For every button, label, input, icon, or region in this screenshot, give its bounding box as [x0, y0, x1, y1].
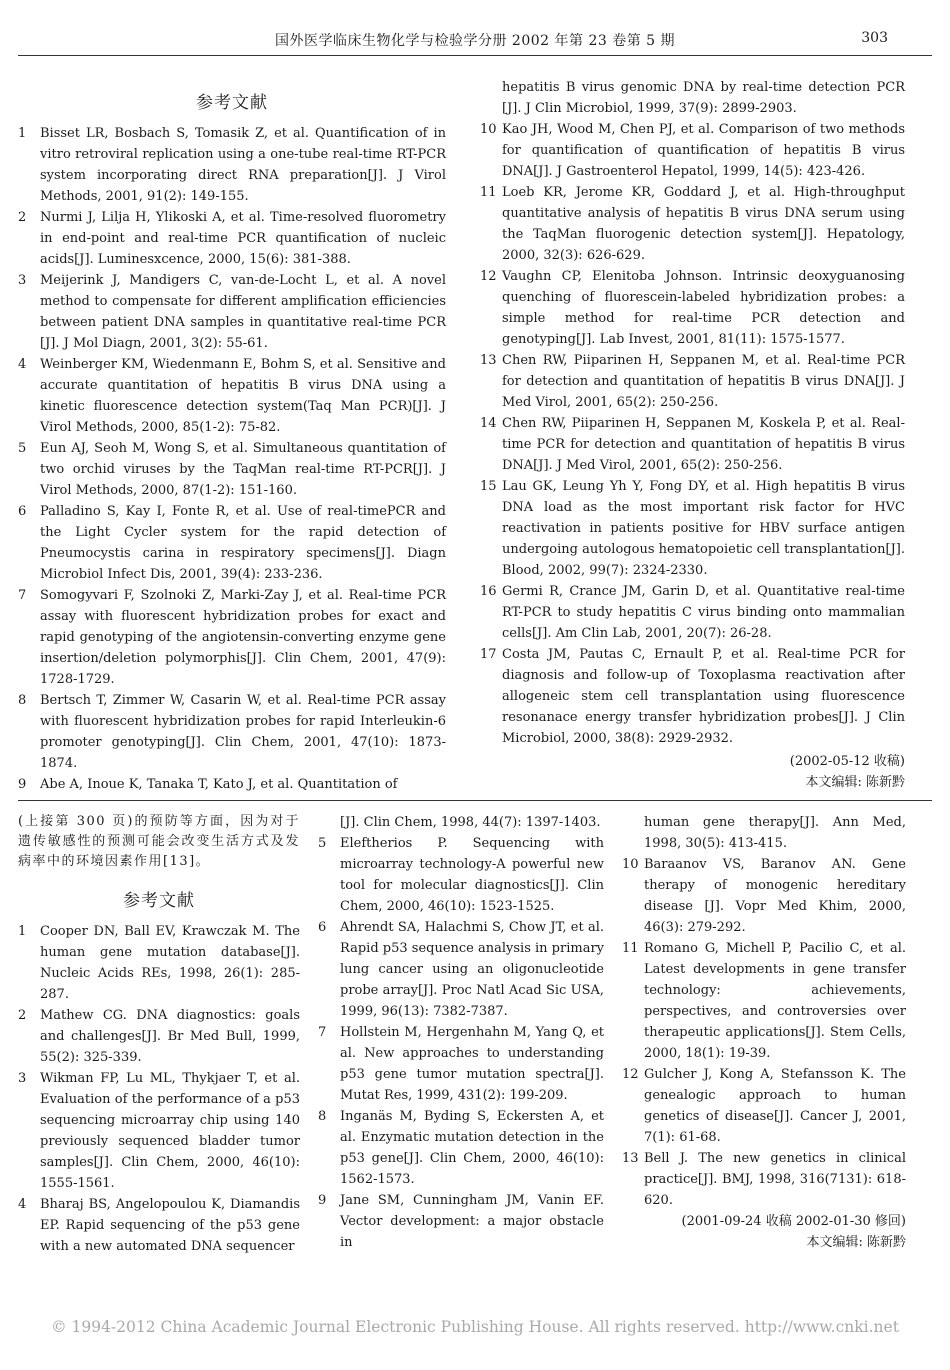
reference-number: 10 — [480, 122, 497, 137]
copyright-footer: © 1994-2012 China Academic Journal Electronic Publishing House. All rights reserved. http://www.cnki.net — [51, 1318, 899, 1336]
reference-number: 15 — [480, 479, 497, 494]
reference-item — [480, 182, 905, 266]
reference-number: 6 — [318, 920, 327, 935]
reference-list — [480, 119, 905, 749]
reference-item — [18, 354, 446, 438]
reference-number: 4 — [18, 1197, 27, 1212]
reference-item — [18, 270, 446, 354]
reference-text: Inganäs M, Byding S, Eckersten A, et al. Enzymatic mutation detection in the p53 gene[J]. Clin Chem, 2000, 46(10): 1562-1573. — [340, 1109, 604, 1187]
reference-number: 13 — [622, 1151, 639, 1166]
reference-item — [480, 476, 905, 581]
reference-continuation — [318, 812, 604, 833]
reference-text: Abe A, Inoue K, Tanaka T, Kato J, et al. Quantitation of — [40, 777, 398, 792]
reference-list — [18, 921, 300, 1257]
received-date: (2001-09-24 收稿 2002-01-30 修回) — [681, 1214, 906, 1229]
reference-number: 7 — [318, 1025, 327, 1040]
bottom-column-2 — [318, 812, 604, 1253]
section-divider — [18, 800, 932, 801]
reference-text: Bharaj BS, Angelopoulou K, Diamandis EP. Rapid sequencing of the p53 gene with a new automated DNA sequencer — [40, 1197, 300, 1254]
reference-number: 16 — [480, 584, 497, 599]
reference-text: human gene therapy[J]. Ann Med, 1998, 30(5): 413-415. — [644, 815, 906, 851]
reference-number: 7 — [18, 588, 27, 603]
reference-number: 1 — [18, 126, 27, 141]
reference-item — [18, 690, 446, 774]
reference-number: 14 — [480, 416, 497, 431]
bottom-column-1 — [18, 812, 300, 1257]
reference-item — [18, 501, 446, 585]
reference-text: Germi R, Crance JM, Garin D, et al. Quantitative real-time RT-PCR to study hepatitis C virus binding onto mammalian cells[J]. Am Clin Lab, 2001, 20(7): 26-28. — [502, 584, 905, 641]
reference-list — [18, 123, 446, 795]
reference-text: Chen RW, Piiparinen H, Seppanen M, et al. Real-time PCR for detection and quantitation of hepatitis B virus DNA[J]. J Med Virol, 2001, 65(2): 250-256. — [502, 353, 905, 410]
reference-text: Cooper DN, Ball EV, Krawczak M. The human gene mutation database[J]. Nucleic Acids REs, 1998, 26(1): 285-287. — [40, 924, 300, 1002]
reference-item — [18, 438, 446, 501]
reference-text: Bisset LR, Bosbach S, Tomasik Z, et al. Quantification of in vitro retroviral replication using a one-tube real-time RT-PCR system incorporating direct RNA preparation[J]. J Virol Methods, 2001, 91(2): 149-155. — [40, 126, 446, 204]
reference-list — [318, 833, 604, 1253]
editor-credit: 本文编辑: 陈新黔 — [805, 775, 905, 790]
reference-text: Mathew CG. DNA diagnostics: goals and challenges[J]. Br Med Bull, 1999, 55(2): 325-339. — [40, 1008, 300, 1065]
references-title: 参考文献 — [196, 93, 268, 113]
reference-text: Palladino S, Kay I, Fonte R, et al. Use of real-timePCR and the Light Cycler system for the rapid detection of Pneumocystis carina in respiratory specimens[J]. Diagn Microbiol Infect Dis, 2001, 39(4): 233-236. — [40, 504, 446, 582]
reference-text: hepatitis B virus genomic DNA by real-time detection PCR [J]. J Clin Microbiol, 1999, 37(9): 2899-2903. — [502, 80, 905, 116]
references-title: 参考文献 — [123, 891, 195, 911]
reference-number: 3 — [18, 1071, 27, 1086]
reference-text: Jane SM, Cunningham JM, Vanin EF. Vector development: a major obstacle in — [340, 1193, 604, 1250]
reference-number: 9 — [318, 1193, 327, 1208]
reference-text: Hollstein M, Hergenhahn M, Yang Q, et al. New approaches to understanding p53 gene tumor mutation spectra[J]. Mutat Res, 1999, 431(2): 199-209. — [340, 1025, 604, 1103]
reference-item — [622, 1064, 906, 1148]
reference-item — [622, 938, 906, 1064]
reference-item — [18, 774, 446, 795]
reference-text: Eleftherios P. Sequencing with microarray technology-A powerful new tool for molecular diagnostics[J]. Clin Chem, 2000, 46(10): 1523-1525. — [340, 836, 604, 914]
received-date: (2002-05-12 收稿) — [789, 754, 905, 769]
reference-continuation — [622, 812, 906, 854]
continued-text: (上接第 300 页)的预防等方面，因为对于遗传敏感性的预测可能会改变生活方式及发病率中的环境因素作用[13]。 — [18, 814, 300, 869]
reference-item — [18, 1005, 300, 1068]
reference-item — [480, 350, 905, 413]
reference-text: Baraanov VS, Baranov AN. Gene therapy of monogenic hereditary disease [J]. Vopr Med Khim, 2000, 46(3): 279-292. — [644, 857, 906, 935]
reference-number: 10 — [622, 857, 639, 872]
reference-continuation — [480, 77, 905, 119]
reference-text: Kao JH, Wood M, Chen PJ, et al. Comparison of two methods for quantification of quantification of hepatitis B virus DNA[J]. J Gastroenterol Hepatol, 1999, 14(5): 423-426. — [502, 122, 905, 179]
reference-item — [480, 119, 905, 182]
reference-text: Chen RW, Piiparinen H, Seppanen M, Koskela P, et al. Real-time PCR for detection and quantitation of hepatitis B virus DNA[J]. J Med Virol, 2001, 65(2): 250-256. — [502, 416, 905, 473]
reference-number: 5 — [18, 441, 27, 456]
reference-number: 17 — [480, 647, 497, 662]
page-header — [0, 30, 950, 56]
reference-item — [480, 413, 905, 476]
editor-credit: 本文编辑: 陈新黔 — [806, 1235, 906, 1250]
reference-number: 4 — [18, 357, 27, 372]
top-right-column — [480, 77, 905, 793]
reference-text: Romano G, Michell P, Pacilio C, et al. Latest developments in gene transfer technology: achievements, perspectives, and controversies over therapeutic applications[J]. Stem Cells, 2000, 18(1): 19-39. — [644, 941, 906, 1061]
reference-item — [18, 585, 446, 690]
reference-item — [318, 1106, 604, 1190]
reference-number: 2 — [18, 210, 27, 225]
reference-text: Costa JM, Pautas C, Ernault P, et al. Real-time PCR for diagnosis and follow-up of Toxoplasma reactivation after allogeneic stem cell transplantation using fluorescence resonanace energy transfer hybridization probes[J]. J Clin Microbiol, 2000, 38(8): 2929-2932. — [502, 647, 905, 746]
reference-item — [622, 1148, 906, 1211]
reference-number: 13 — [480, 353, 497, 368]
reference-number: 1 — [18, 924, 27, 939]
reference-list — [622, 854, 906, 1211]
reference-item — [318, 1022, 604, 1106]
reference-text: [J]. Clin Chem, 1998, 44(7): 1397-1403. — [340, 815, 601, 830]
reference-text: Nurmi J, Lilja H, Ylikoski A, et al. Time-resolved fluorometry in end-point and real-time PCR quantification of nucleic acids[J]. Luminesxcence, 2000, 15(6): 381-388. — [40, 210, 446, 267]
reference-text: Bell J. The new genetics in clinical practice[J]. BMJ, 1998, 316(7131): 618-620. — [644, 1151, 906, 1208]
header-rule — [18, 55, 932, 56]
reference-item — [18, 921, 300, 1005]
reference-number: 8 — [18, 693, 27, 708]
top-left-column — [18, 88, 446, 795]
reference-item — [18, 1068, 300, 1194]
reference-item — [480, 266, 905, 350]
reference-number: 9 — [18, 777, 27, 792]
reference-item — [18, 123, 446, 207]
reference-number: 11 — [622, 941, 639, 956]
journal-title: 国外医学临床生物化学与检验学分册 2002 年第 23 卷第 5 期 — [274, 33, 676, 49]
reference-text: Ahrendt SA, Halachmi S, Chow JT, et al. Rapid p53 sequence analysis in primary lung cancer using an oligonucleotide probe array[J]. Proc Natl Acad Sic USA, 1999, 96(13): 7382-7387. — [340, 920, 604, 1019]
reference-item — [318, 1190, 604, 1253]
reference-number: 3 — [18, 273, 27, 288]
reference-item — [480, 581, 905, 644]
reference-text: Somogyvari F, Szolnoki Z, Marki-Zay J, et al. Real-time PCR assay with fluorescent hybridization probes for exact and rapid genotyping of the angiotensin-converting enzyme gene insertion/deletion polymorphis[J]. Clin Chem, 2001, 47(9): 1728-1729. — [40, 588, 446, 687]
reference-item — [318, 833, 604, 917]
reference-text: Eun AJ, Seoh M, Wong S, et al. Simultaneous quantitation of two orchid viruses by the TaqMan real-time RT-PCR[J]. J Virol Methods, 2000, 87(1-2): 151-160. — [40, 441, 446, 498]
reference-number: 12 — [622, 1067, 639, 1082]
reference-item — [318, 917, 604, 1022]
reference-text: Meijerink J, Mandigers C, van-de-Locht L, et al. A novel method to compensate for different amplification efficiencies between patient DNA samples in quantitative real-time PCR [J]. J Mol Diagn, 2001, 3(2): 55-61. — [40, 273, 446, 351]
reference-text: Gulcher J, Kong A, Stefansson K. The genealogic approach to human genetics of disease[J]. Cancer J, 2001, 7(1): 61-68. — [644, 1067, 906, 1145]
reference-item — [18, 1194, 300, 1257]
bottom-column-3 — [622, 812, 906, 1253]
page-number: 303 — [861, 30, 888, 46]
reference-text: Wikman FP, Lu ML, Thykjaer T, et al. Evaluation of the performance of a p53 sequencing microarray chip using 140 previously sequenced bladder tumor samples[J]. Clin Chem, 2000, 46(10): 1555-1561. — [40, 1071, 300, 1191]
reference-item — [480, 644, 905, 749]
reference-text: Vaughn CP, Elenitoba Johnson. Intrinsic deoxyguanosing quenching of fluorescein-labeled hybridization probes: a simple method for real-time PCR detection and genotyping[J]. Lab Invest, 2001, 81(11): 1575-1577. — [502, 269, 905, 347]
reference-number: 8 — [318, 1109, 327, 1124]
reference-number: 12 — [480, 269, 497, 284]
reference-text: Lau GK, Leung Yh Y, Fong DY, et al. High hepatitis B virus DNA load as the most important risk factor for HVC reactivation in patients positive for HBV surface antigen undergoing autologous hematopoietic cell transplantation[J]. Blood, 2002, 99(7): 2324-2330. — [502, 479, 905, 578]
reference-number: 6 — [18, 504, 27, 519]
reference-number: 11 — [480, 185, 497, 200]
reference-text: Loeb KR, Jerome KR, Goddard J, et al. High-throughput quantitative analysis of hepatitis B virus DNA serum using the TaqMan fluorogenic detection system[J]. Hepatology, 2000, 32(3): 626-629. — [502, 185, 905, 263]
reference-item — [18, 207, 446, 270]
reference-item — [622, 854, 906, 938]
reference-number: 5 — [318, 836, 327, 851]
reference-text: Weinberger KM, Wiedenmann E, Bohm S, et al. Sensitive and accurate quantitation of hepatitis B virus DNA using a kinetic fluorescence detection system(Taq Man PCR)[J]. J Virol Methods, 2000, 85(1-2): 75-82. — [40, 357, 446, 435]
reference-text: Bertsch T, Zimmer W, Casarin W, et al. Real-time PCR assay with fluorescent hybridization probes for rapid Interleukin-6 promoter genotyping[J]. Clin Chem, 2001, 47(10): 1873-1874. — [40, 693, 446, 771]
reference-number: 2 — [18, 1008, 27, 1023]
